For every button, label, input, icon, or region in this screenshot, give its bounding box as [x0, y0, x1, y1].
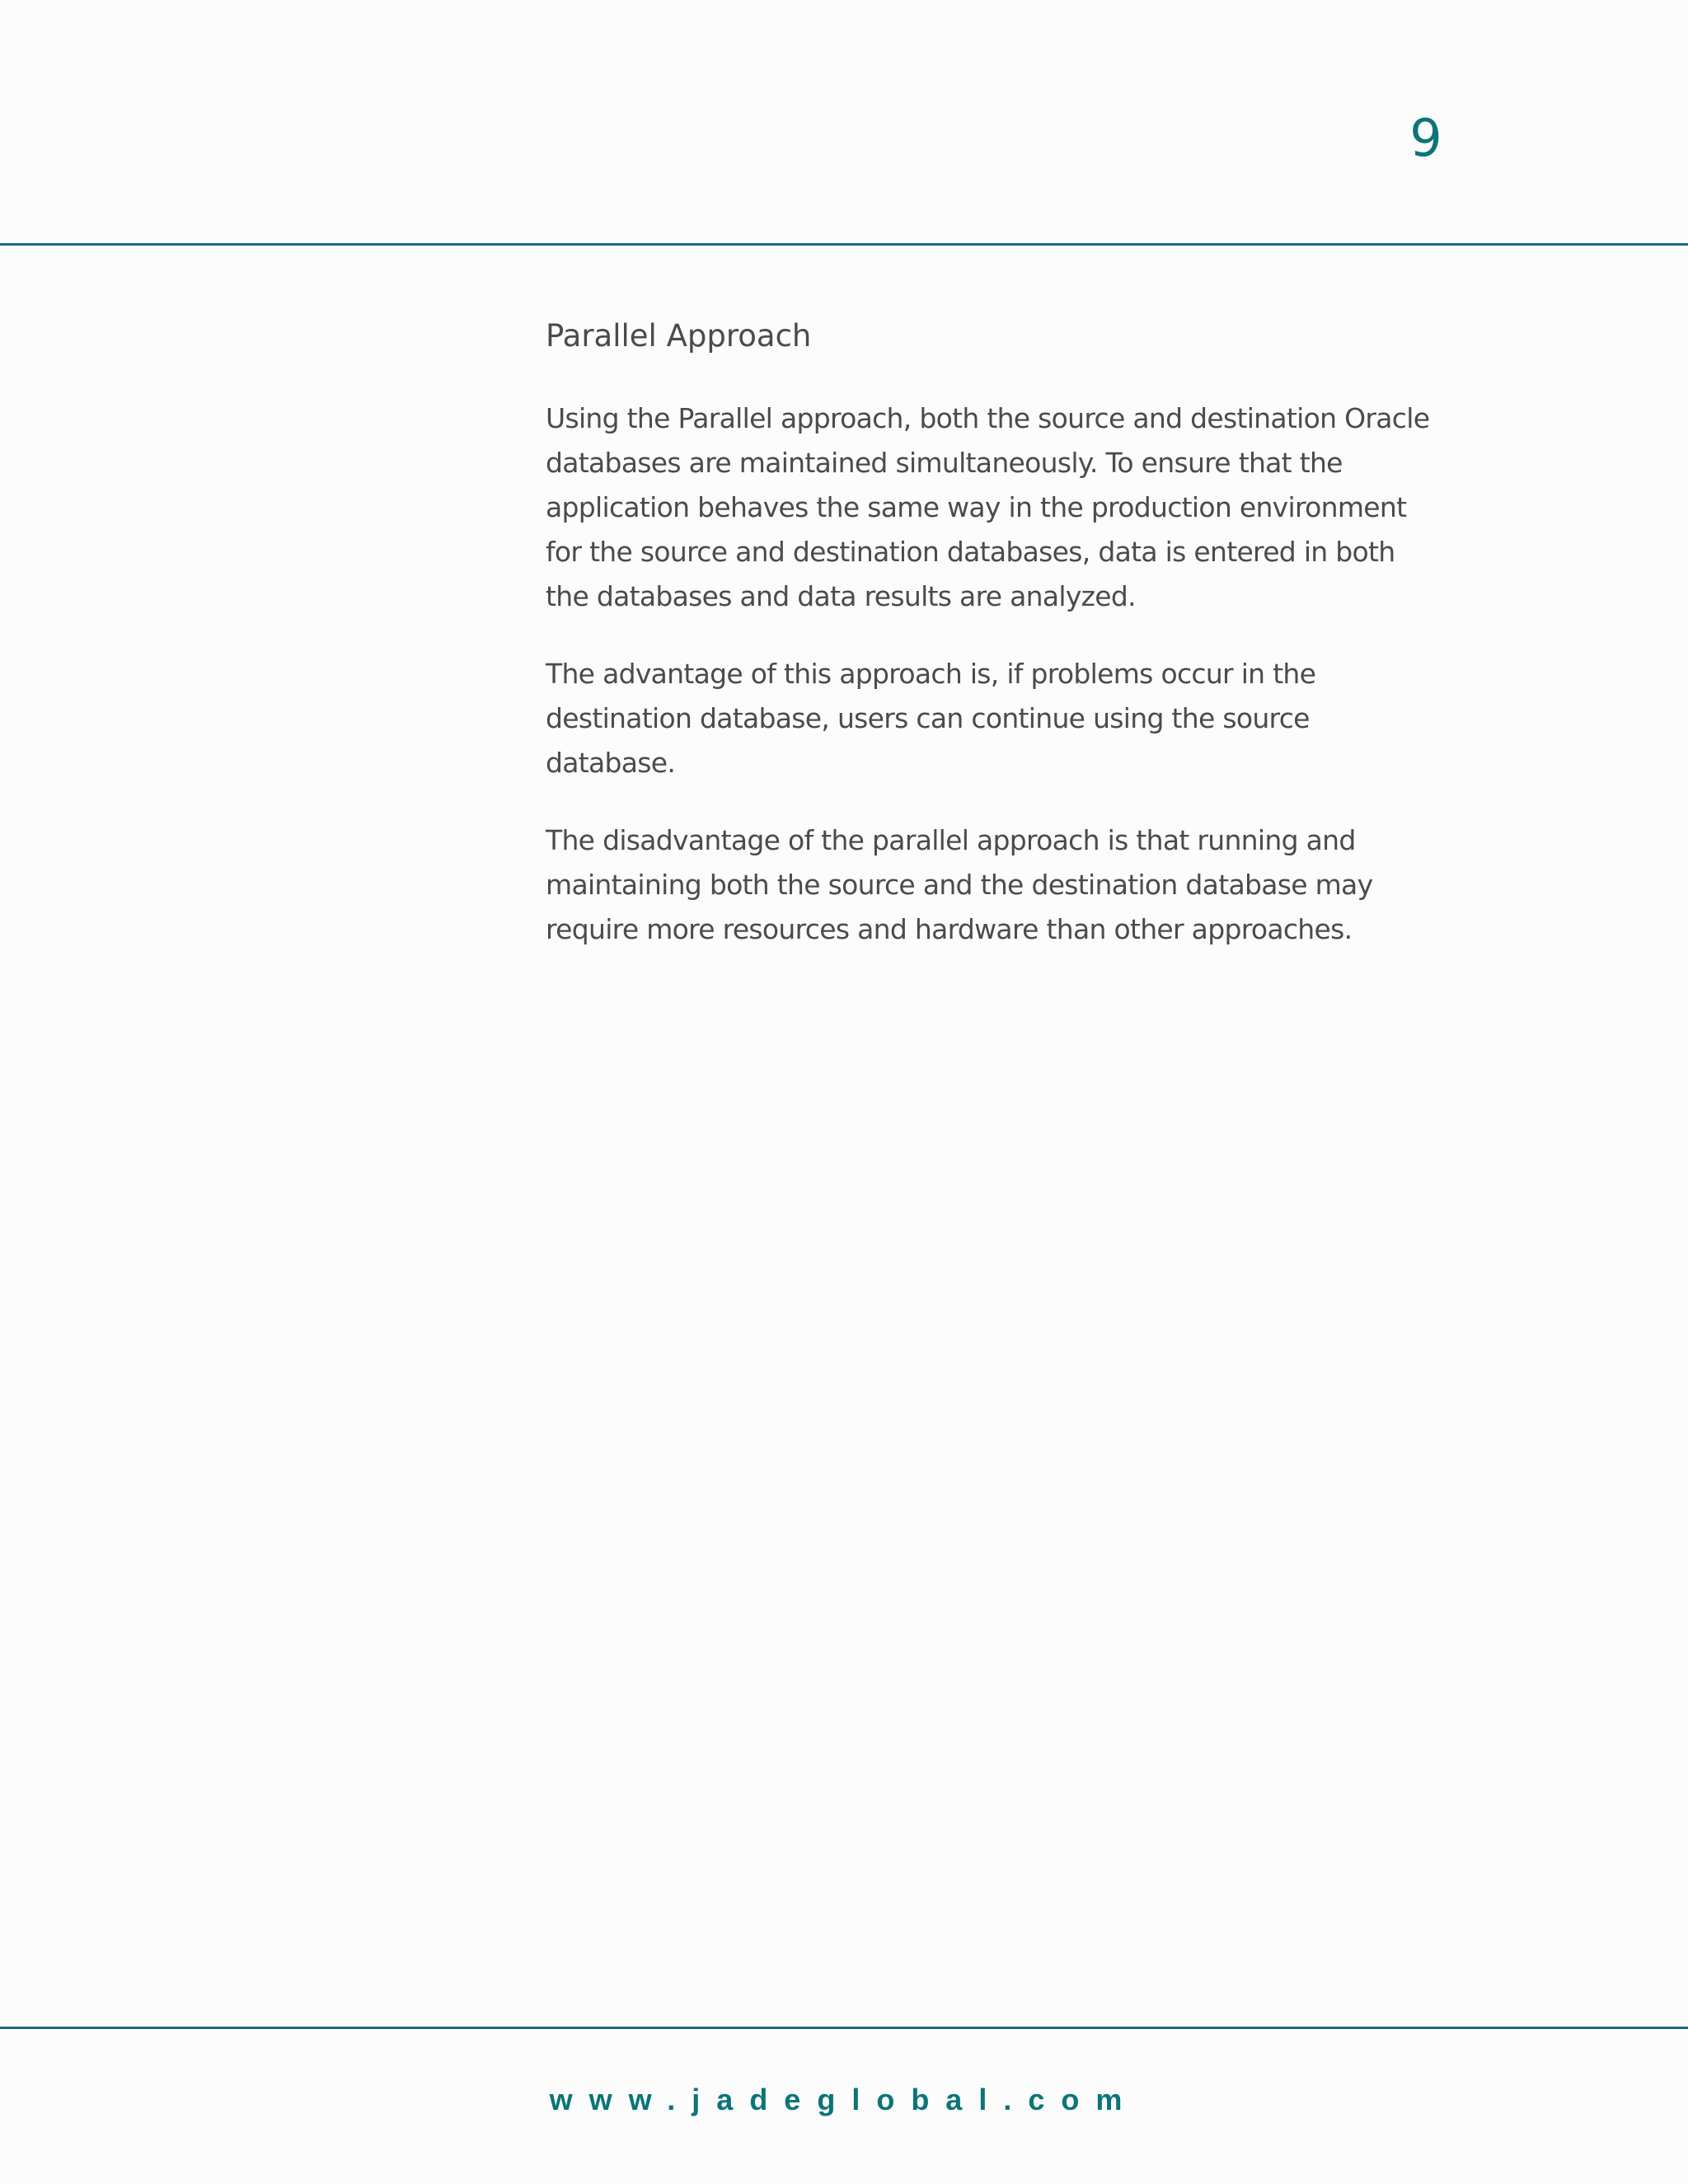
header-divider — [0, 243, 1688, 246]
paragraph-parallel-description: Using the Parallel approach, both the source and destination Oracle databases are maintained simultaneously. To ensure that the application behaves the same way in the production environment for the source and destination databases, data is entered in both the databases and data results are analyzed. — [546, 402, 1430, 612]
paragraph-disadvantage: The disadvantage of the parallel approach is that running and maintaining both the source and the destination database may require more resources and hardware than other approaches. — [546, 824, 1373, 945]
paragraph-advantage: The advantage of this approach is, if problems occur in the destination database, users can continue using the source database. — [546, 658, 1316, 779]
footer-website-link[interactable]: www.jadeglobal.com — [549, 2083, 1139, 2116]
section-heading: Parallel Approach — [546, 318, 812, 354]
main-content — [546, 309, 1444, 952]
page-number: 9 — [1409, 108, 1442, 168]
footer-divider — [0, 2027, 1688, 2029]
